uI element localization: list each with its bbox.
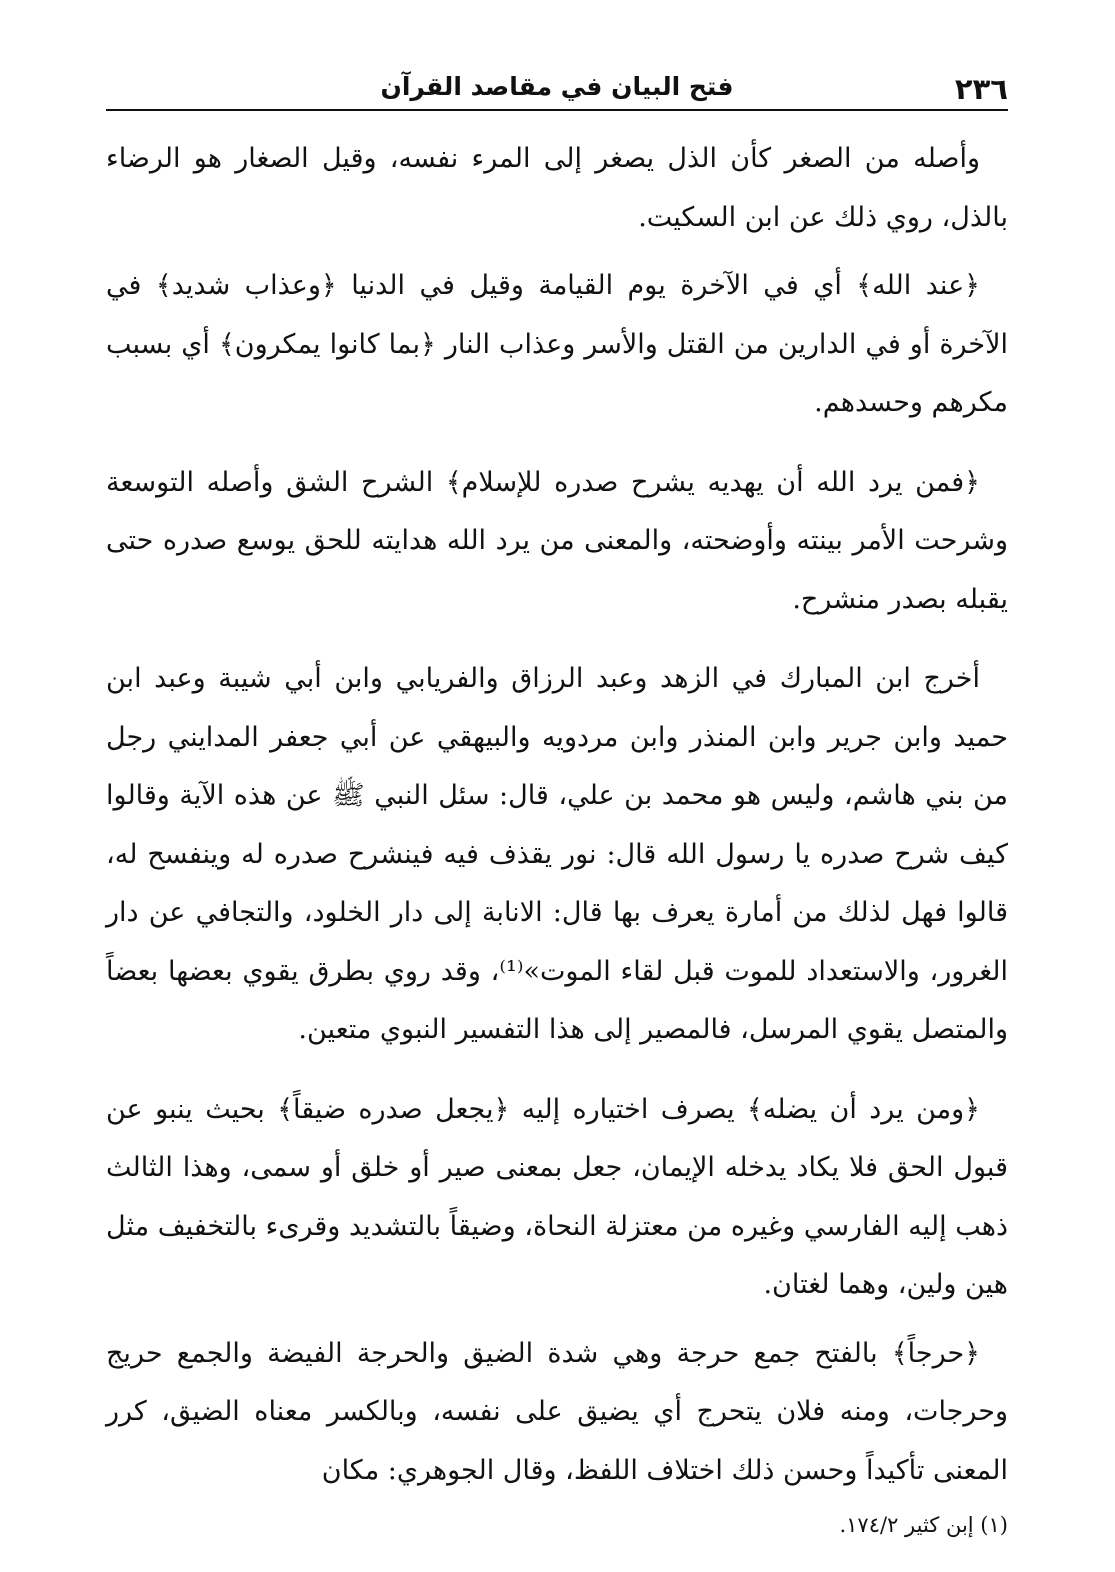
footnote: (١) إبن كثير ١٧٤/٢. (839, 1513, 1008, 1537)
paragraph: ﴿حرجاً﴾ بالفتح جمع حرجة وهي شدة الضيق والحرجة الفيضة والجمع حريج وحرجات، ومنه فلان يتحرج أي يضيق على نفسه، وبالكسر معناه الضيق، كرر المعنى تأكيداً وحسن ذلك اختلاف اللفظ، وقال الجوهري: مكان (106, 1337, 1008, 1486)
paragraph: ﴿ومن يرد أن يضله﴾ يصرف اختياره إليه ﴿يجعل صدره ضيقاً﴾ بحيث ينبو عن قبول الحق فلا يكاد يدخله الإيمان، جعل بمعنى صير أو خلق أو سمى، وهذا الثالث ذهب إليه الفارسي وغيره من معتزلة النحاة، وضيقاً بالتشديد وقرىء بالتخفيف مثل هين ولين، وهما لغتان. (106, 1093, 1008, 1300)
paragraph: ﴿فمن يرد الله أن يهديه يشرح صدره للإسلام﴾ الشرح الشق وأصله التوسعة وشرحت الأمر بينته وأوضحته، والمعنى من يرد الله هدايته للحق يوسع صدره حتى يقبله بصدر منشرح. (106, 466, 1008, 615)
page-number: ٢٣٦ (954, 72, 1008, 106)
paragraph: ﴿عند الله﴾ أي في الآخرة يوم القيامة وقيل في الدنيا ﴿وعذاب شديد﴾ في الآخرة أو في الدارين من القتل والأسر وعذاب النار ﴿بما كانوا يمكرون﴾ أي بسبب مكرهم وحسدهم. (106, 270, 1008, 418)
page-header (106, 66, 1008, 110)
header-rule (106, 109, 1008, 111)
page-body (106, 130, 1008, 1500)
running-title: فتح البيان في مقاصد القرآن (380, 72, 734, 101)
paragraph: أخرج ابن المبارك في الزهد وعبد الرزاق والفريابي وابن أبي شيبة وعبد ابن حميد وابن جرير وابن المنذر وابن مردويه والبيهقي عن أبي جعفر المدايني رجل من بني هاشم، وليس هو محمد بن علي، قال: سئل النبي ﷺ عن هذه الآية وقالوا كيف شرح صدره يا رسول الله قال: نور يقذف فيه فينشرح صدره له وينفسح له، قالوا فهل لذلك من أمارة يعرف بها قال: الانابة إلى دار الخلود، والتجافي عن دار الغرور، والاستعداد للموت قبل لقاء الموت»⁽¹⁾، وقد روي بطرق يقوي بعضها بعضاً والمتصل يقوي المرسل، فالمصير إلى هذا التفسير النبوي متعين. (106, 663, 1008, 1045)
paragraph: وأصله من الصغر كأن الذل يصغر إلى المرء نفسه، وقيل الصغار هو الرضاء بالذل، روي ذلك عن ابن السكيت. (106, 143, 1008, 233)
